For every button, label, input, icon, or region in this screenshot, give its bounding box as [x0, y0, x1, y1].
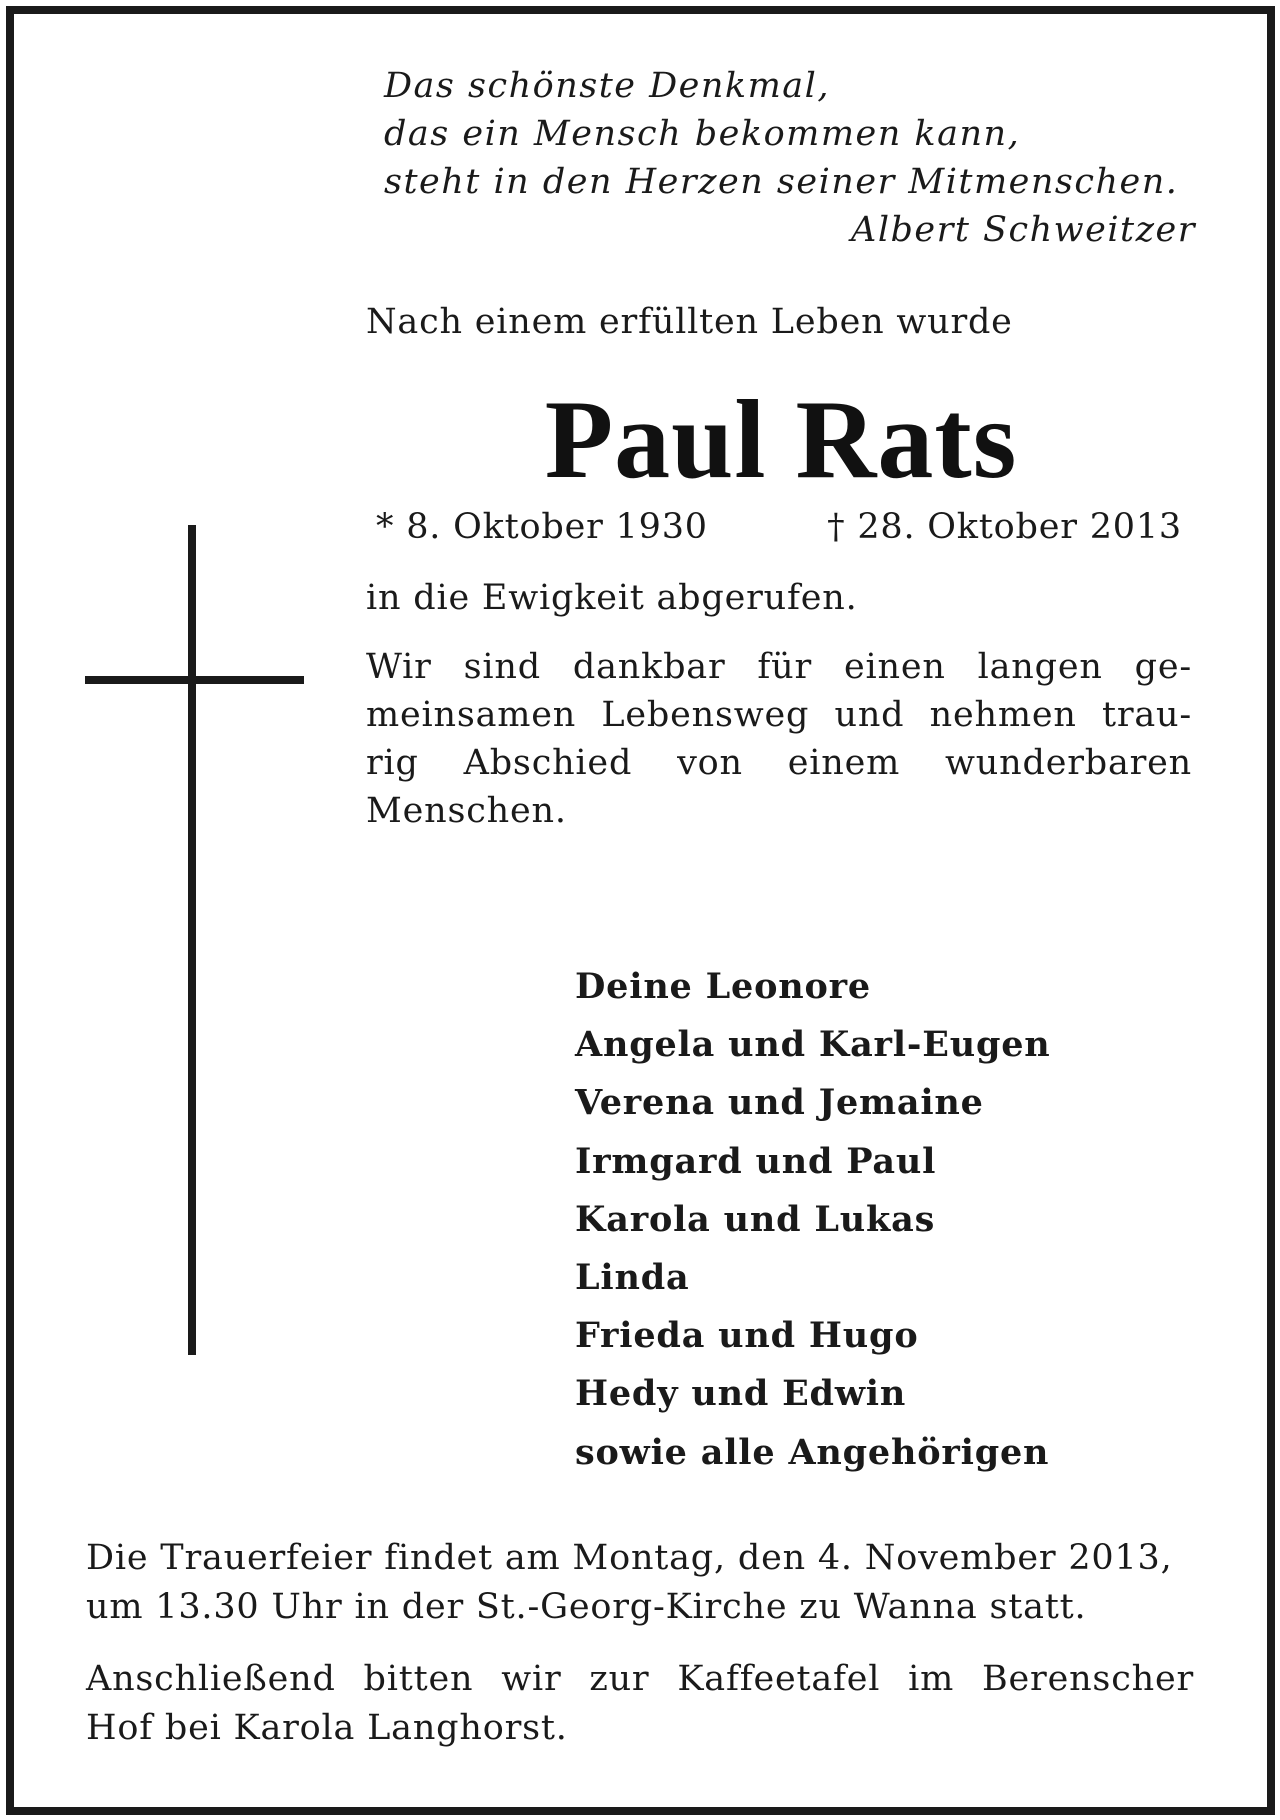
quote-line: steht in den Herzen seiner Mitmenschen.	[384, 162, 1179, 202]
funeral-service-info	[86, 1534, 1194, 1632]
life-dates	[376, 503, 1182, 551]
gratitude-line: Menschen.	[366, 791, 567, 831]
mourner-name: Karola und Lukas	[575, 1198, 936, 1240]
service-line: um 13.30 Uhr in der St.-Georg-Kirche zu Wanna statt.	[86, 1587, 1087, 1627]
gratitude-line: meinsamen Lebensweg und nehmen trau-	[366, 695, 1192, 735]
mourner-name: Angela und Karl-Eugen	[575, 1024, 1051, 1066]
mourner-name: Linda	[575, 1256, 690, 1298]
deceased-name: Paul Rats	[544, 378, 1018, 502]
birth-date: * 8. Oktober 1930	[376, 507, 708, 547]
cross-icon-crossbar	[85, 676, 304, 684]
mourner-name: Hedy und Edwin	[575, 1373, 907, 1415]
gratitude-line: rig Abschied von einem wunderbaren	[366, 743, 1192, 783]
mourner-name: Irmgard und Paul	[575, 1140, 937, 1182]
intro-text: Nach einem erfüllten Leben wurde	[366, 302, 1013, 342]
reception-info	[86, 1655, 1194, 1753]
death-date: † 28. Oktober 2013	[827, 507, 1182, 547]
quote-line: Das schönste Denkmal,	[384, 66, 830, 106]
quote-author: Albert Schweitzer	[851, 210, 1196, 250]
cross-icon	[188, 525, 196, 1355]
gratitude-paragraph	[366, 643, 1192, 835]
epigraph-quote	[384, 62, 1196, 254]
called-text: in die Ewigkeit abgerufen.	[366, 578, 858, 618]
gratitude-line: Wir sind dankbar für einen langen ge-	[366, 647, 1192, 687]
reception-line: Hof bei Karola Langhorst.	[86, 1708, 568, 1748]
reception-line: Anschließend bitten wir zur Kaffeetafel im Berenscher	[86, 1659, 1194, 1699]
mourner-name: Deine Leonore	[575, 966, 871, 1007]
service-line: Die Trauerfeier findet am Montag, den 4. November 2013,	[86, 1538, 1173, 1578]
mourners-list	[575, 958, 1051, 1482]
mourner-name: sowie alle Angehörigen	[575, 1431, 1050, 1473]
mourner-name: Frieda und Hugo	[575, 1315, 919, 1357]
mourner-name: Verena und Jemaine	[575, 1082, 984, 1124]
quote-line: das ein Mensch bekommen kann,	[384, 114, 1021, 154]
